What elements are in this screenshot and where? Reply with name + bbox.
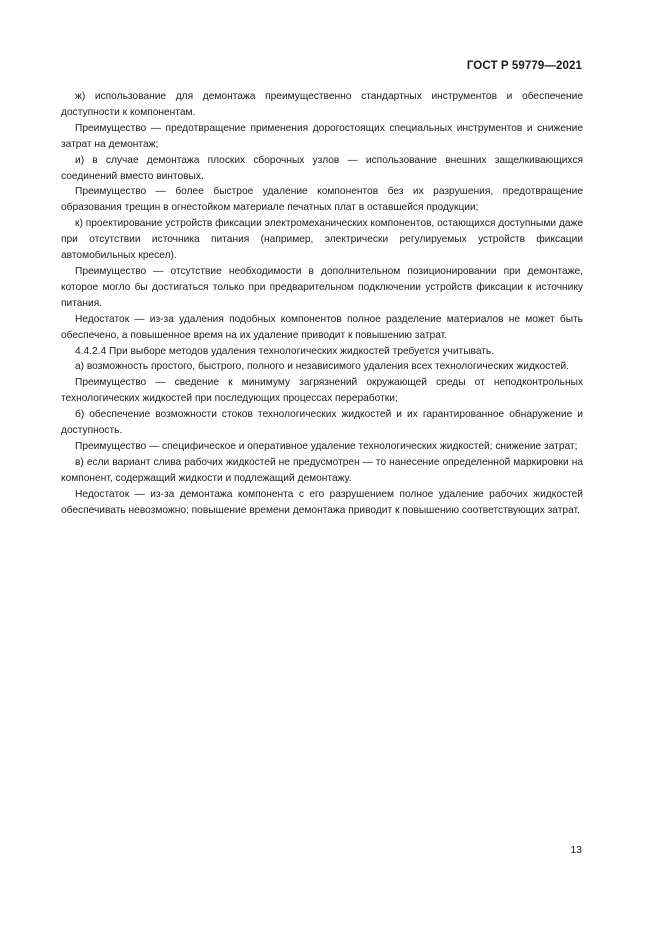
- section-4-4-2-4: 4.4.2.4 При выборе методов удаления технологических жидкостей требуется учитывать.: [75, 345, 495, 357]
- paragraph-i: и) в случае демонтажа плоских сборочных узлов — использование внешних защелкивающихся соединений вместо винтовых.: [61, 154, 583, 182]
- paragraph-advantage-3: Преимущество — отсутствие необходимости в дополнительном позиционировании при демонтаже, которое могло бы достигаться только при предварительном подключении устройств фиксации к источнику питания.: [61, 265, 583, 309]
- paragraph-a: а) возможность простого, быстрого, полного и независимого удаления всех технологических жидкостей.: [75, 361, 570, 373]
- paragraph-drawback-2: Недостаток — из-за демонтажа компонента с его разрушением полное удаление рабочих жидкостей обеспечивать невозможно; повышение времени демонтажа приводит к повышению соответствующих затрат.: [61, 488, 583, 516]
- paragraph-b: б) обеспечение возможности стоков технологических жидкостей и их гарантированное обнаружение и доступность.: [61, 409, 583, 437]
- paragraph-advantage-2: Преимущество — более быстрое удаление компонентов без их разрушения, предотвращение образования трещин в огнестойком материале печатных плат в оставшейся продукции;: [61, 186, 583, 214]
- paragraph-v: в) если вариант слива рабочих жидкостей не предусмотрен — то нанесение определенной маркировки на компонент, содержащий жидкости и подлежащий демонтажу.: [61, 456, 583, 484]
- paragraph-advantage-1: Преимущество — предотвращение применения дорогостоящих специальных инструментов и снижение затрат на демонтаж;: [61, 122, 583, 150]
- paragraph-zh: ж) использование для демонтажа преимущественно стандартных инструментов и обеспечение доступности к компонентам.: [61, 91, 583, 118]
- document-body: [61, 89, 583, 518]
- page-number: 13: [570, 844, 582, 856]
- paragraph-drawback-1: Недостаток — из-за удаления подобных компонентов полное разделение материалов не может быть обеспечено, а повышенное время на их удаление приводит к повышению затрат.: [61, 313, 583, 341]
- paragraph-advantage-4: Преимущество — сведение к минимуму загрязнений окружающей среды от неподконтрольных технологических жидкостей при последующих процессах переработки;: [61, 377, 583, 405]
- paragraph-k: к) проектирование устройств фиксации электромеханических компонентов, остающихся доступными даже при отсутствии источника питания (например, электрически регулируемых устройств фиксации автомобильных кресел).: [61, 218, 583, 262]
- paragraph-advantage-5: Преимущество — специфическое и оперативное удаление технологических жидкостей; снижение затрат;: [75, 440, 578, 452]
- document-standard-code: ГОСТ Р 59779—2021: [466, 60, 582, 72]
